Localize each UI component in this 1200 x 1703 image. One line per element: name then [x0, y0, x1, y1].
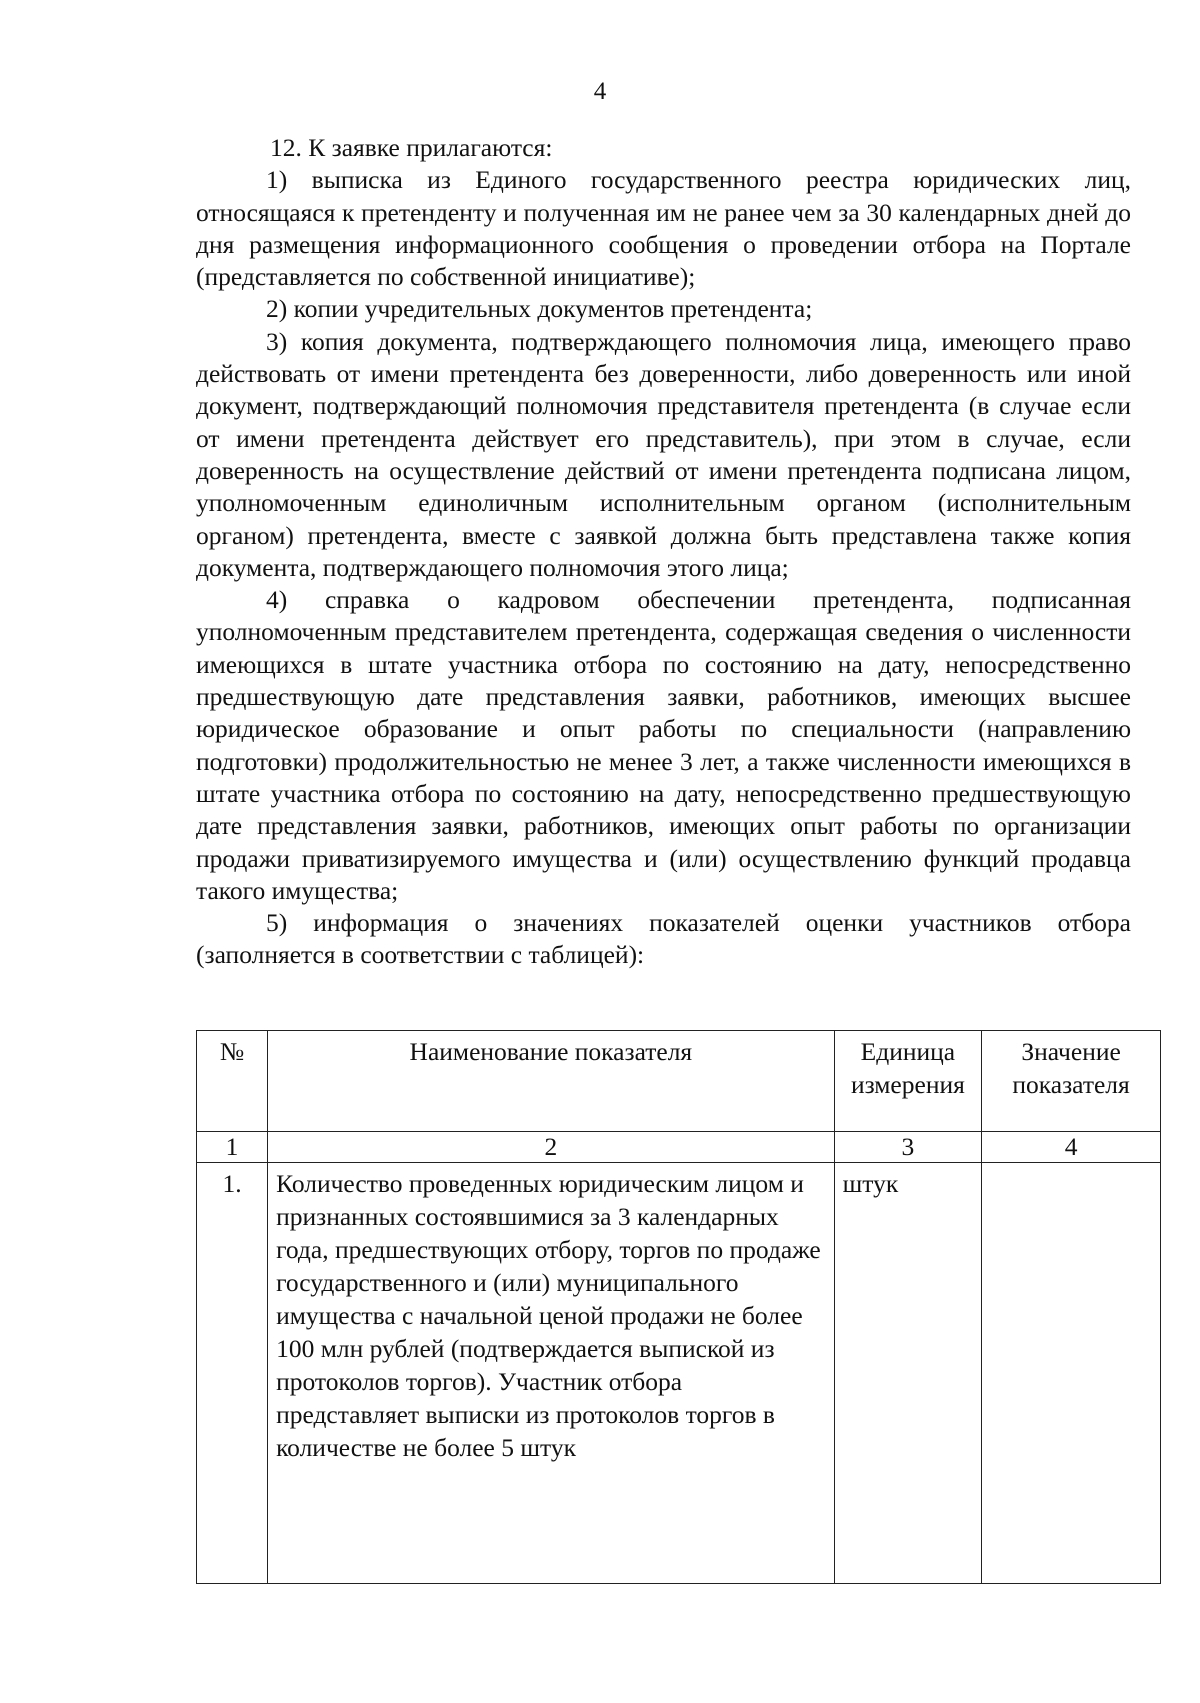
header-cell-value: Значение показателя [982, 1031, 1161, 1132]
paragraph-item-2: 2) копии учредительных документов претендента; [266, 294, 813, 324]
value-cell [982, 1163, 1161, 1584]
column-number-cell: 3 [834, 1132, 982, 1163]
header-cell-name: Наименование показателя [268, 1031, 835, 1132]
header-cell-number: № [197, 1031, 268, 1132]
table-row [197, 1163, 1161, 1584]
indicator-name-cell: Количество проведенных юридическим лицом и признанных состоявшимися за 3 календарных года, предшествующих отбору, торгов по продаже государственного и (или) муниципального имущества с начальной ценой продажи не более 100 млн рублей (подтверждается выпиской из протоколов торгов). Участник отбора представляет выписки из протоколов торгов в количестве не более 5 штук [268, 1163, 835, 1584]
paragraph-item-1: 1) выписка из Единого государственного реестра юридических лиц, относящаяся к претенденту и полученная им не ранее чем за 30 календарных дней до дня размещения информационного сообщения о проведении отбора на Портале (представляется по собственной инициативе); [196, 165, 1131, 292]
section-heading: 12. К заявке прилагаются: [270, 133, 553, 162]
paragraph-item-5: 5) информация о значениях показателей оценки участников отбора (заполняется в соответствии с таблицей): [196, 908, 1131, 970]
indicators-table [196, 1030, 1161, 1584]
unit-cell: штук [834, 1163, 982, 1584]
column-number-cell: 2 [268, 1132, 835, 1163]
header-cell-unit: Единица измерения [834, 1031, 982, 1132]
page-number: 4 [593, 78, 607, 105]
column-number-cell: 1 [197, 1132, 268, 1163]
column-number-cell: 4 [982, 1132, 1161, 1163]
row-number-cell: 1. [197, 1163, 268, 1584]
paragraph-item-4: 4) справка о кадровом обеспечении претендента, подписанная уполномоченным представителем претендента, содержащая сведения о численности имеющихся в штате участника отбора по состоянию на дату, непосредственно предшествующую дате представления заявки, работников, имеющих высшее юридическое образование и опыт работы по специальности (направлению подготовки) продолжительностью не менее 3 лет, а также численности имеющихся в штате участника отбора по состоянию на дату, непосредственно предшествующую дате представления заявки, работников, имеющих опыт работы по организации продажи приватизируемого имущества и (или) осуществлению функций продавца такого имущества; [196, 585, 1131, 905]
table-header-row [197, 1031, 1161, 1132]
column-number-row [197, 1132, 1161, 1163]
document-body [196, 132, 1131, 972]
paragraph-item-3: 3) копия документа, подтверждающего полномочия лица, имеющего право действовать от имени претендента без доверенности, либо доверенность или иной документ, подтверждающий полномочия представителя претендента (в случае если от имени претендента действует его представитель), при этом в случае, если доверенность на осуществление действий от имени претендента подписана лицом, уполномоченным единоличным исполнительным органом (исполнительным органом) претендента, вместе с заявкой должна быть представлена также копия документа, подтверждающего полномочия этого лица; [196, 326, 1131, 582]
